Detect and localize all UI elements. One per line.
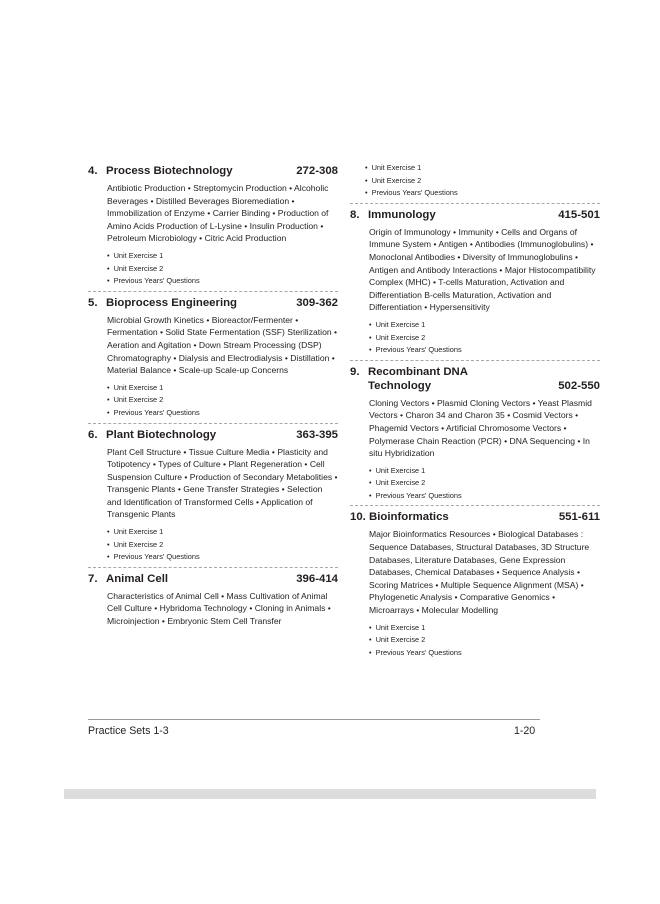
section-number: 9. <box>350 365 360 378</box>
section-pages: 272-308 <box>296 165 338 177</box>
section-heading[interactable] <box>88 296 338 310</box>
exercise-list <box>107 526 338 564</box>
dashed-divider <box>350 203 600 204</box>
exercise-item[interactable]: • Unit Exercise 2 <box>107 394 338 407</box>
section-topics: Microbial Growth Kinetics • Bioreactor/Fermenter • Fermentation • Solid State Fermentation (SSF) Sterilization • Aeration and Agitation • Down Stream Processing (DSP) Chromatography • Dialysis and Electrodialysis • Distillation • Material Balance • Scale-up Scale-up Concerns <box>107 314 338 376</box>
exercise-list <box>107 250 338 288</box>
dashed-divider <box>350 505 600 506</box>
dashed-divider <box>88 291 338 292</box>
toc-right-column <box>350 162 600 659</box>
section-number: 6. <box>88 428 98 441</box>
section-heading[interactable] <box>350 208 600 222</box>
exercise-item[interactable]: • Unit Exercise 2 <box>365 175 600 188</box>
section-topics: Plant Cell Structure • Tissue Culture Media • Plasticity and Totipotency • Types of Culture • Plant Regeneration • Cell Suspension Culture • Production of Secondary Metabolities • Transgenic Plants • Gene Transfer Strategies • Selection and Identification of Transformed Cells • Application of Transgenic Plants <box>107 446 338 520</box>
toc-section-5 <box>88 296 338 420</box>
footer-page-range: 1-20 <box>514 725 536 737</box>
section-title: Process Biotechnology <box>106 165 233 177</box>
section-topics: Origin of Immunology • Immunity • Cells and Organs of Immune System • Antigen • Antibodies (Immunoglobulins) • Monoclonal Antibodies • Diversity of Immunoglobulins • Antigen and Antibody Interactions • Major Histocompatibility Complex (MHC) • T-cells Maturation, Activation and Differentiation B-cells Maturation, Activation and Differentiation • Hypersensitivity <box>369 226 596 313</box>
exercise-item[interactable]: • Unit Exercise 2 <box>369 634 600 647</box>
exercise-item[interactable]: • Previous Years' Questions <box>369 490 600 503</box>
section-topics: Major Bioinformatics Resources • Biological Databases : Sequence Databases, Structural Databases, 3D Structure Databases, Literature Databases, Gene Expression Databases, Chemical Databases • Sequence Analysis • Scoring Matrices • Multiple Sequence Alignment (MSA) • Phylogenetic Analysis • Comparative Genomics • Microarrays • Molecular Modelling <box>369 529 590 616</box>
toc-left-column <box>88 162 338 628</box>
exercise-item[interactable]: • Unit Exercise 2 <box>369 477 600 490</box>
exercise-item[interactable]: • Previous Years' Questions <box>107 275 338 288</box>
exercise-item[interactable]: • Unit Exercise 2 <box>107 263 338 276</box>
exercise-item[interactable]: • Previous Years' Questions <box>107 551 338 564</box>
section-number: 7. <box>88 572 98 585</box>
exercise-item[interactable]: • Unit Exercise 1 <box>365 162 600 175</box>
exercise-item[interactable]: • Previous Years' Questions <box>365 187 600 200</box>
exercise-item[interactable]: • Previous Years' Questions <box>107 407 338 420</box>
section-number: 4. <box>88 165 98 177</box>
section-number: 5. <box>88 296 98 309</box>
toc-section-7 <box>88 572 338 628</box>
section-number: 8. <box>350 208 360 221</box>
section-heading[interactable] <box>350 365 600 393</box>
section-heading[interactable] <box>88 164 338 178</box>
section-topics: Cloning Vectors • Plasmid Cloning Vectors • Yeast Plasmid Vectors • Charon 34 and Charon 35 • Cosmid Vectors • Phagemid Vectors • Artificial Chromosome Vectors • Polymerase Chain Reaction (PCR) • DNA Sequencing • In situ Hybridization <box>369 397 592 459</box>
section-pages: 502-550 <box>558 379 600 392</box>
exercise-item[interactable]: • Unit Exercise 1 <box>107 382 338 395</box>
toc-section-10 <box>350 510 600 659</box>
carryover-exercise-list <box>350 162 600 200</box>
section-heading[interactable] <box>88 428 338 442</box>
exercise-item[interactable]: • Unit Exercise 1 <box>107 526 338 539</box>
section-heading[interactable] <box>350 510 600 524</box>
exercise-item[interactable]: • Unit Exercise 1 <box>369 465 600 478</box>
exercise-item[interactable]: • Unit Exercise 1 <box>107 250 338 263</box>
dashed-divider <box>88 423 338 424</box>
section-title: Plant Biotechnology <box>106 428 217 441</box>
section-pages: 309-362 <box>296 296 338 309</box>
section-title: Animal Cell <box>106 572 169 585</box>
section-pages: 415-501 <box>558 208 600 221</box>
page-bottom-band <box>64 789 596 799</box>
section-title: Immunology <box>368 208 436 221</box>
toc-section-8 <box>350 208 600 357</box>
section-pages: 396-414 <box>296 572 338 585</box>
exercise-list <box>107 382 338 420</box>
toc-section-9 <box>350 365 600 503</box>
section-title: Recombinant DNA Technology <box>368 365 468 392</box>
toc-section-6 <box>88 428 338 564</box>
dashed-divider <box>88 567 338 568</box>
section-pages: 363-395 <box>296 428 338 441</box>
exercise-item[interactable]: • Unit Exercise 1 <box>369 622 600 635</box>
exercise-list <box>369 622 600 660</box>
exercise-item[interactable]: • Unit Exercise 2 <box>369 332 600 345</box>
exercise-item[interactable]: • Previous Years' Questions <box>369 647 600 660</box>
toc-section-4 <box>88 164 338 288</box>
section-number: 10. <box>350 511 366 524</box>
section-topics: Antibiotic Production • Streptomycin Production • Alcoholic Beverages • Distilled Beverages Bioremediation • Immobilization of Enzyme • Carrier Binding • Production of Amino Acids Production of L-Lysine • Insulin Production • Petroleum Microbiology • Citric Acid Production <box>107 183 329 244</box>
section-topics: Characteristics of Animal Cell • Mass Cultivation of Animal Cell Culture • Hybridoma Technology • Cloning in Animals • Microinjection • Embryonic Stem Cell Transfer <box>107 590 331 627</box>
exercise-item[interactable]: • Unit Exercise 2 <box>107 539 338 552</box>
footer-rule <box>88 719 540 720</box>
dashed-divider <box>350 360 600 361</box>
section-pages: 551-611 <box>558 511 600 524</box>
exercise-item[interactable]: • Unit Exercise 1 <box>369 319 600 332</box>
exercise-list <box>369 319 600 357</box>
exercise-item[interactable]: • Previous Years' Questions <box>369 344 600 357</box>
section-heading[interactable] <box>88 572 338 586</box>
section-title: Bioinformatics <box>369 511 449 524</box>
exercise-list <box>369 465 600 503</box>
footer-practice-sets[interactable]: Practice Sets 1-3 <box>88 725 169 737</box>
section-title: Bioprocess Engineering <box>106 296 238 309</box>
